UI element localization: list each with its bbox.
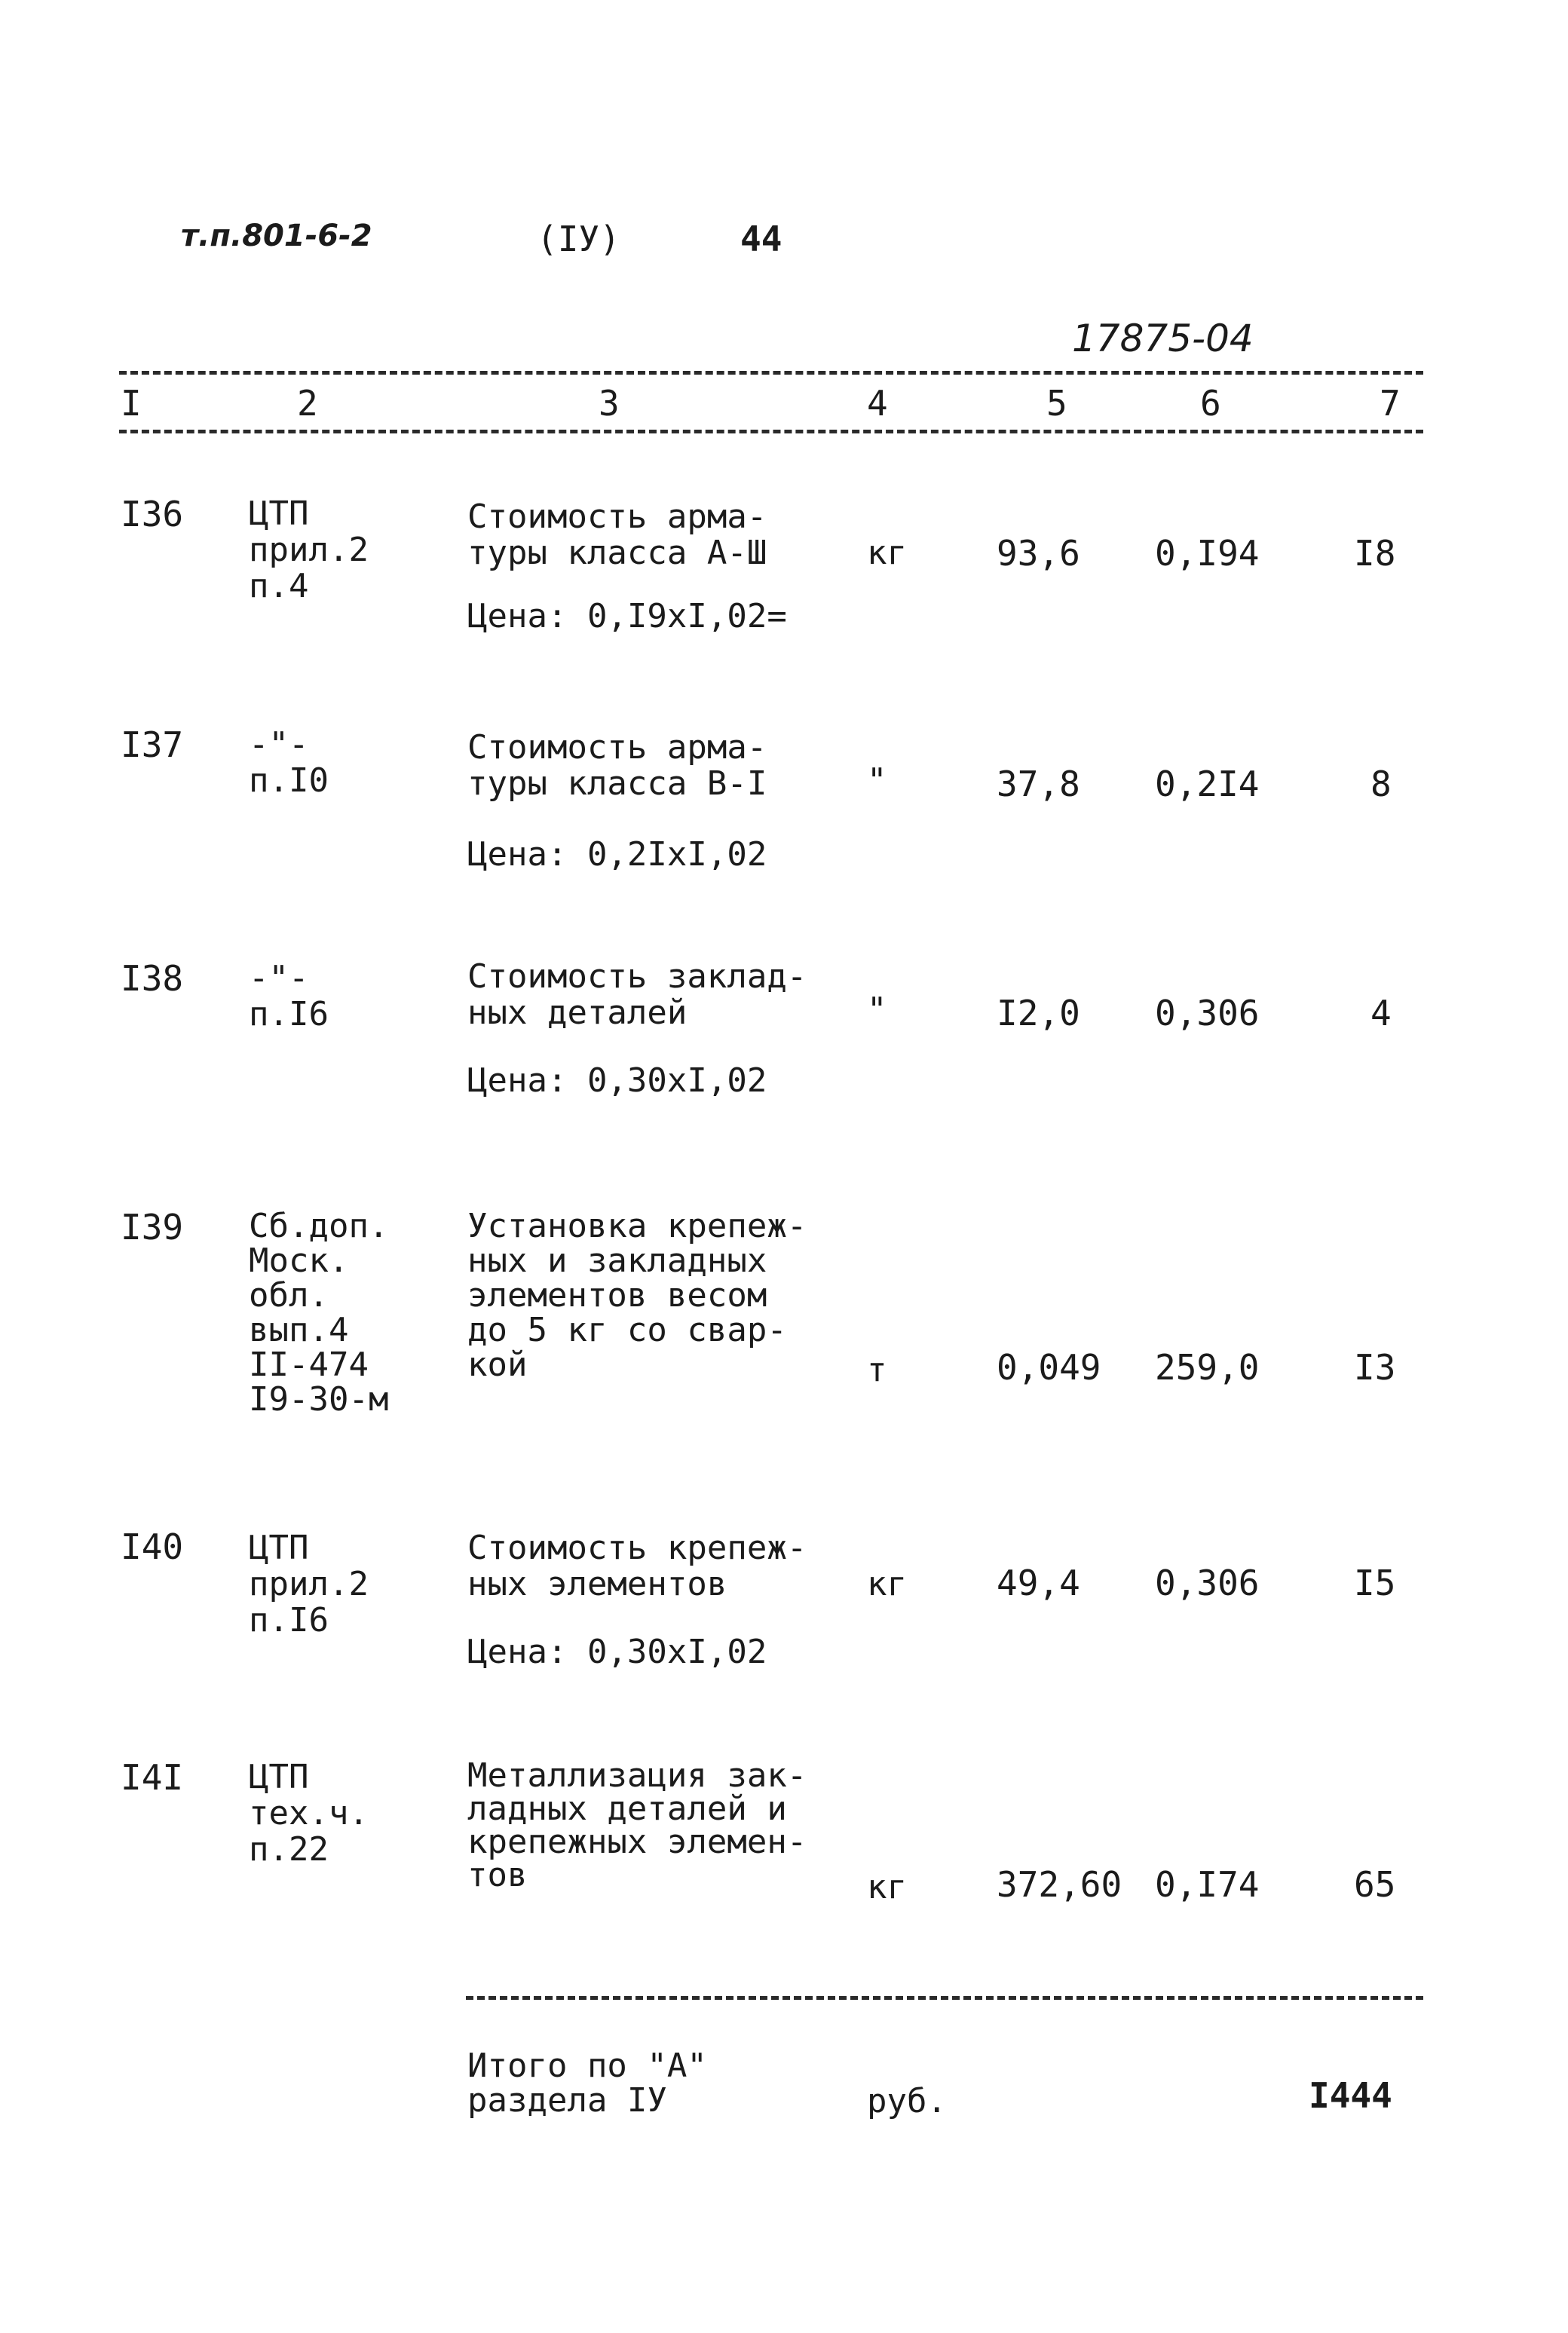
row-137-name: Стоимость арма- туры класса В-I bbox=[467, 728, 767, 803]
row-136-unit: кг bbox=[867, 534, 907, 572]
row-136-price: Цена: 0,I9xI,02= bbox=[467, 597, 787, 635]
row-138-source: -"- п.I6 bbox=[249, 959, 329, 1033]
row-136-total: I8 bbox=[1354, 533, 1396, 574]
summary-unit: руб. bbox=[867, 2082, 947, 2120]
column-number-7: 7 bbox=[1380, 383, 1401, 424]
row-138-total: 4 bbox=[1370, 993, 1392, 1033]
row-139-rate: 259,0 bbox=[1155, 1347, 1260, 1388]
row-139-unit: т bbox=[867, 1351, 887, 1389]
column-number-3: 3 bbox=[599, 383, 620, 424]
row-137-price: Цена: 0,2IxI,02 bbox=[467, 835, 767, 874]
summary-label: Итого по "А" раздела IУ bbox=[467, 2047, 707, 2120]
column-number-6: 6 bbox=[1200, 383, 1221, 424]
column-number-1: I bbox=[121, 383, 142, 424]
row-141-name: Металлизация зак- ладных деталей и крепежных элемен- тов bbox=[467, 1756, 807, 1894]
row-139-number: I39 bbox=[121, 1207, 184, 1248]
row-140-source: ЦТП прил.2 п.I6 bbox=[249, 1529, 369, 1640]
row-140-unit: кг bbox=[867, 1565, 907, 1603]
row-141-total: 65 bbox=[1354, 1864, 1396, 1905]
row-138-number: I38 bbox=[121, 958, 184, 999]
row-141-unit: кг bbox=[867, 1868, 907, 1906]
row-138-price: Цена: 0,30xI,02 bbox=[467, 1061, 767, 1100]
page-number: 44 bbox=[740, 219, 782, 259]
column-number-5: 5 bbox=[1046, 383, 1067, 424]
row-139-source: Сб.доп. Моск. обл. вып.4 II-474 I9-30-м bbox=[249, 1207, 389, 1419]
row-140-price: Цена: 0,30xI,02 bbox=[467, 1633, 767, 1671]
row-141-source: ЦТП тех.ч. п.22 bbox=[249, 1758, 369, 1869]
row-140-name: Стоимость крепеж- ных элементов bbox=[467, 1529, 807, 1603]
row-137-number: I37 bbox=[121, 724, 184, 765]
row-137-source: -"- п.I0 bbox=[249, 725, 329, 800]
row-136-quantity: 93,6 bbox=[997, 533, 1080, 574]
header-rule-bottom bbox=[119, 430, 1423, 433]
row-140-total: I5 bbox=[1354, 1563, 1396, 1603]
row-136-number: I36 bbox=[121, 494, 184, 534]
row-136-source: ЦТП прил.2 п.4 bbox=[249, 494, 369, 605]
stamp-number: 17875-04 bbox=[1072, 317, 1254, 360]
row-139-name: Установка крепеж- ных и закладных элементов весом до 5 кг со свар- кой bbox=[467, 1207, 807, 1384]
row-138-rate: 0,306 bbox=[1155, 993, 1260, 1033]
row-137-rate: 0,2I4 bbox=[1155, 764, 1260, 804]
row-140-quantity: 49,4 bbox=[997, 1563, 1080, 1603]
row-137-quantity: 37,8 bbox=[997, 764, 1080, 804]
row-140-number: I40 bbox=[121, 1526, 184, 1567]
row-139-quantity: 0,049 bbox=[997, 1347, 1101, 1388]
column-number-2: 2 bbox=[297, 383, 318, 424]
summary-rule bbox=[466, 1996, 1423, 2000]
row-141-rate: 0,I74 bbox=[1155, 1864, 1260, 1905]
doc-code: т.п.801-6-2 bbox=[181, 219, 372, 253]
section-label: (IУ) bbox=[537, 219, 620, 259]
row-140-rate: 0,306 bbox=[1155, 1563, 1260, 1603]
row-138-quantity: I2,0 bbox=[997, 993, 1080, 1033]
row-137-unit: " bbox=[867, 761, 887, 800]
row-138-name: Стоимость заклад- ных деталей bbox=[467, 957, 807, 1032]
row-136-name: Стоимость арма- туры класса А-Ш bbox=[467, 498, 767, 572]
row-136-rate: 0,I94 bbox=[1155, 533, 1260, 574]
header-rule-top bbox=[119, 371, 1423, 375]
row-138-unit: " bbox=[867, 990, 887, 1029]
row-139-total: I3 bbox=[1354, 1347, 1396, 1388]
column-number-4: 4 bbox=[867, 383, 888, 424]
row-141-quantity: 372,60 bbox=[997, 1864, 1122, 1905]
row-141-number: I4I bbox=[121, 1757, 184, 1798]
row-137-total: 8 bbox=[1370, 764, 1392, 804]
summary-total: I444 bbox=[1309, 2075, 1392, 2116]
